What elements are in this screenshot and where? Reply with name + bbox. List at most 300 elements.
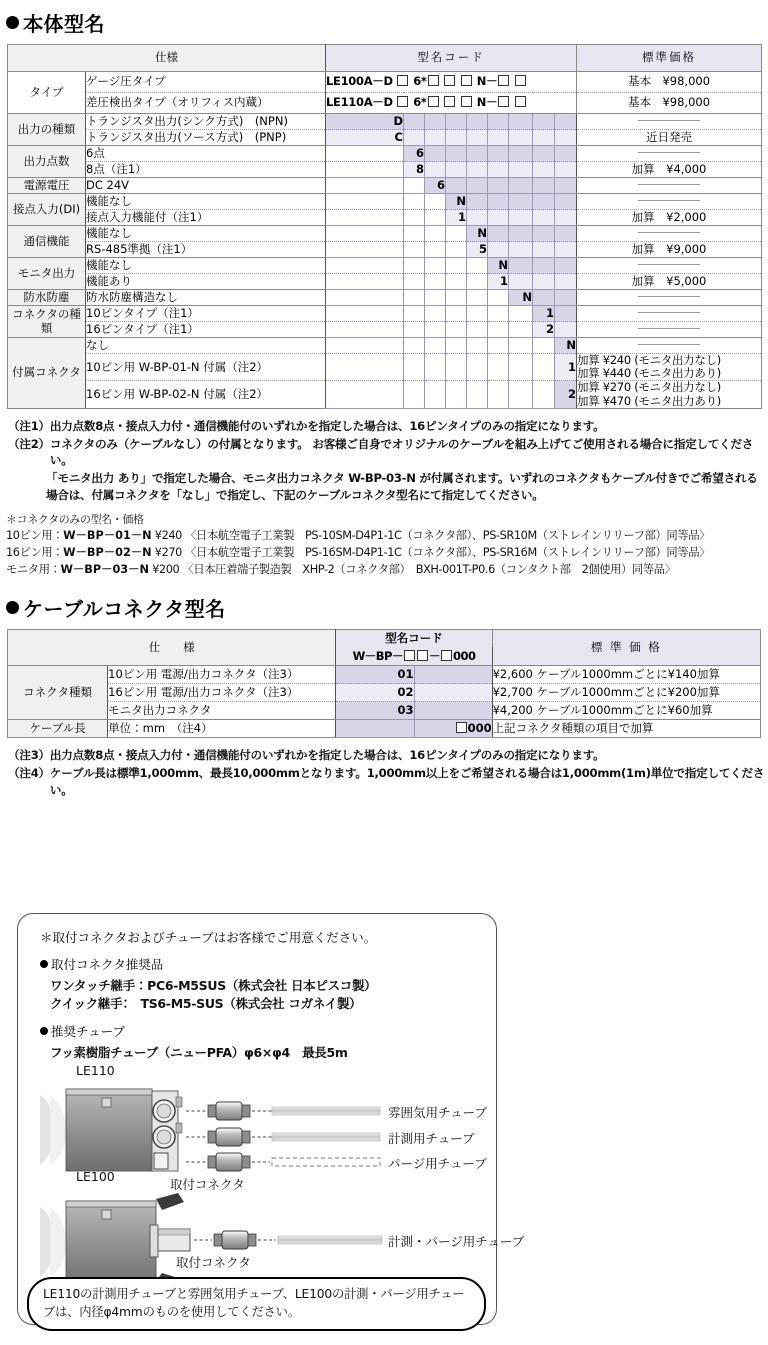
code2-value	[336, 720, 414, 738]
code-cell	[509, 258, 533, 274]
code-box	[456, 722, 467, 733]
code-cell	[326, 242, 404, 258]
code-cell	[555, 306, 577, 322]
table-row	[8, 162, 762, 178]
code-cell	[488, 146, 509, 162]
spec2-text: 10ピン用 電源/出力コネクタ（注3）	[108, 666, 336, 684]
price-line: 加算 ¥470 (モニタ出力あり)	[577, 393, 721, 408]
code-cell	[488, 290, 509, 306]
price-line: 加算 ¥240 (モニタ出力なし)	[577, 353, 721, 367]
code-box	[444, 75, 455, 86]
price-value	[577, 226, 762, 242]
code-box	[498, 75, 509, 86]
row-label-3: 接点入力(DI)	[8, 194, 86, 226]
price2-value: ¥2,600 ケーブル1000mmごとに¥140加算	[492, 666, 760, 684]
price-value	[577, 146, 762, 162]
code-value: N	[488, 258, 509, 274]
bullet-icon	[40, 960, 48, 968]
connector-caption-le100: 取付コネクタ	[176, 1255, 251, 1270]
code2-cable-length	[414, 702, 492, 720]
code-value: 8	[404, 162, 425, 178]
code-cell	[425, 322, 446, 338]
code-cell	[555, 162, 577, 178]
code2-cable-length	[414, 684, 492, 702]
code-cell	[533, 210, 555, 226]
note-2: （注2） コネクタのみ（ケーブルなし）の付属となります。 お客様ご自身でオリジナルのケーブルを組み上げてご使用される場合に指定してください。	[8, 436, 754, 468]
tube-diagram	[40, 1063, 525, 1299]
code-cell	[555, 130, 577, 146]
code-cell	[404, 114, 425, 130]
table-row	[8, 194, 762, 210]
price-empty-dash	[638, 312, 700, 313]
code-cell	[488, 210, 509, 226]
code-cell	[446, 354, 467, 381]
code-cell	[326, 322, 404, 338]
spec-text: 機能なし	[86, 194, 326, 210]
connector-list-item: 10ピン用：W－BP－01－N ¥240 〈日本航空電子工業製 PS-10SM-D4P1-1C（コネクタ部）、PS-SR10M（ストレインリリーフ部）同等品〉	[6, 529, 711, 543]
code-cell	[404, 338, 425, 354]
code-cell	[488, 130, 509, 146]
code2-value: 02	[336, 684, 414, 702]
code-cell	[446, 338, 467, 354]
price-value	[577, 354, 762, 381]
table-row	[8, 242, 762, 258]
code-value: 1	[533, 306, 555, 322]
price-value	[577, 114, 762, 130]
code-cell	[467, 194, 488, 210]
price-empty-dash	[638, 264, 700, 265]
connector-list-title: ＊コネクタのみの型名・価格	[6, 512, 144, 526]
rec-connector-title: 取付コネクタ推奨品	[40, 955, 496, 973]
code-cell	[467, 322, 488, 338]
code-value: N	[467, 226, 488, 242]
code-cell	[425, 210, 446, 226]
price-value: 近日発売	[577, 130, 762, 146]
code-cell	[467, 306, 488, 322]
code2-value: 01	[336, 666, 414, 684]
code-cell	[425, 162, 446, 178]
code-cell	[326, 354, 404, 381]
code-cell	[425, 338, 446, 354]
spec-text: なし	[86, 338, 326, 354]
spec-text: 10ピンタイプ（注1）	[86, 306, 326, 322]
spec2-rows-body	[8, 666, 761, 738]
price2-value: ¥2,700 ケーブル1000mmごとに¥200加算	[492, 684, 760, 702]
code-cell	[326, 381, 404, 408]
code-cell	[533, 130, 555, 146]
device-label-le100: LE100	[76, 1169, 115, 1184]
table-row	[8, 354, 762, 381]
code-cell	[425, 242, 446, 258]
code-cell	[446, 290, 467, 306]
price-value	[577, 306, 762, 322]
price-value: 加算 ¥2,000	[577, 210, 762, 226]
code-cell	[326, 178, 404, 194]
connector-only-list	[6, 512, 768, 579]
tube-label-purge: パージ用チューブ	[388, 1156, 487, 1171]
code-cell	[555, 194, 577, 210]
spec-text: 機能なし	[86, 226, 326, 242]
code-cell	[555, 322, 577, 338]
price-empty-dash	[638, 120, 700, 121]
code-cell	[509, 338, 533, 354]
code-cell	[446, 226, 467, 242]
code-cell	[488, 162, 509, 178]
code-cell	[533, 354, 555, 381]
table-row	[8, 290, 762, 306]
table-row	[8, 130, 762, 146]
row-label-2: 電源電圧	[8, 178, 86, 194]
code-cell	[404, 274, 425, 290]
cable-connector-table	[7, 629, 761, 738]
code-cell	[509, 114, 533, 130]
section2-notes	[8, 747, 768, 798]
code-cell	[326, 162, 404, 178]
table2-row	[8, 684, 761, 702]
bullet-icon	[6, 601, 19, 614]
code-cell	[404, 194, 425, 210]
code-cell	[488, 306, 509, 322]
tube-label-atmosphere: 雰囲気用チューブ	[388, 1105, 488, 1120]
rec-connector-line-1: ワンタッチ継手：PC6-M5SUS（株式会社 日本ピスコ製）	[50, 978, 377, 993]
code-cell	[509, 210, 533, 226]
section1-title: 本体型名	[23, 12, 105, 36]
code-box	[461, 96, 472, 107]
code-cell	[533, 258, 555, 274]
table2-header-row-top	[8, 630, 761, 648]
spec-text: 機能なし	[86, 258, 326, 274]
spec2-text: 16ピン用 電源/出力コネクタ（注3）	[108, 684, 336, 702]
section1-notes	[8, 418, 768, 504]
spec-text: 6点	[86, 146, 326, 162]
code-cell	[488, 178, 509, 194]
infobox-note: ＊取付コネクタおよびチューブはお客様でご用意ください。	[40, 930, 377, 945]
code-value: N	[509, 290, 533, 306]
price-value	[577, 178, 762, 194]
code-cell	[446, 114, 467, 130]
code-cell	[533, 242, 555, 258]
code-value: 1	[446, 210, 467, 226]
table-row	[8, 306, 762, 322]
note-3: （注3） 出力点数8点・接点入力付・通信機能付のいずれかを指定した場合は、16ピンタイプのみの指定になります。	[8, 748, 605, 763]
code2-value: 03	[336, 702, 414, 720]
device-le100-graphic	[40, 1193, 190, 1289]
spec-text: トランジスタ出力(ソース方式) (PNP)	[86, 130, 326, 146]
code-box	[515, 75, 526, 86]
code-cell	[488, 114, 509, 130]
price-le110: 基本 ¥98,000	[577, 93, 762, 114]
code-cell	[509, 242, 533, 258]
code-cell	[425, 258, 446, 274]
section-heading-cable-connector	[6, 593, 768, 622]
code-cell	[555, 114, 577, 130]
le110-tube-line-2	[186, 1128, 380, 1146]
spec-gauge-type: ゲージ圧タイプ	[86, 72, 326, 93]
table2-row	[8, 702, 761, 720]
code-cell	[446, 381, 467, 408]
table-row	[8, 274, 762, 290]
price-le100: 基本 ¥98,000	[577, 72, 762, 93]
code-cell	[488, 338, 509, 354]
spec-text: 防水防塵構造なし	[86, 290, 326, 306]
spec-diff-type: 差圧検出タイプ（オリフィス内蔵）	[86, 93, 326, 114]
code-cell	[467, 274, 488, 290]
code-cell	[326, 226, 404, 242]
tube-label-measure: 計測用チューブ	[388, 1131, 475, 1146]
code-cell	[509, 162, 533, 178]
code-cell	[467, 338, 488, 354]
code-value: 6	[404, 146, 425, 162]
code-cell	[446, 258, 467, 274]
header-price: 標準価格	[577, 45, 762, 72]
code-cell	[404, 242, 425, 258]
connector-list-item: 16ピン用：W－BP－02－N ¥270 〈日本航空電子工業製 PS-16SM-D4P1-1C（コネクタ部）、PS-SR16M（ストレインリリーフ部）同等品〉	[6, 546, 711, 560]
code-cell	[533, 178, 555, 194]
code-box	[428, 96, 439, 107]
table-header-row	[8, 45, 762, 72]
rec-tube-title: 推奨チューブ	[40, 1022, 496, 1040]
code-box	[404, 650, 415, 661]
bullet-icon	[40, 1027, 48, 1035]
code-cell	[404, 306, 425, 322]
code-cell	[446, 130, 467, 146]
header2-spec: 仕 様	[8, 630, 336, 666]
code-value: D	[326, 114, 404, 130]
code-cell	[533, 338, 555, 354]
code-cell	[467, 130, 488, 146]
code-cell	[533, 194, 555, 210]
code-cell	[509, 178, 533, 194]
le100-tube-line-1	[194, 1231, 382, 1249]
code-cell	[488, 354, 509, 381]
code-cell	[488, 226, 509, 242]
spec-text: 10ピン用 W-BP-01-N 付属（注2）	[86, 354, 326, 381]
code-cell	[425, 306, 446, 322]
code-cell	[404, 130, 425, 146]
row-label-type: タイプ	[8, 72, 86, 114]
spec-rows-body	[8, 114, 762, 409]
row-label-4: 通信機能	[8, 226, 86, 258]
code-cell	[509, 381, 533, 408]
header2-code-pattern: W－BP－ － 000	[336, 647, 492, 666]
code-value: 2	[533, 322, 555, 338]
code-cell	[533, 162, 555, 178]
body-model-table	[7, 44, 762, 409]
row-label-1: 出力点数	[8, 146, 86, 178]
code-cell	[488, 242, 509, 258]
table-row	[8, 322, 762, 338]
code-cell	[404, 210, 425, 226]
code-cell	[326, 274, 404, 290]
code-cell	[404, 322, 425, 338]
row2-label-0: コネクタ種類	[8, 666, 108, 720]
table-row	[8, 146, 762, 162]
rec-tube-line: フッ素樹脂チューブ（ニューPFA）φ6×φ4 最長5m	[50, 1045, 348, 1060]
price-empty-dash	[638, 232, 700, 233]
note-1: （注1） 出力点数8点・接点入力付・通信機能付のいずれかを指定した場合は、16ピンタイプのみの指定になります。	[8, 418, 605, 433]
note-4: （注4） ケーブル長は標準1,000mm、最長10,000mmとなります。1,000mm以上をご希望される場合は1,000mm(1m)単位で指定してください。	[8, 765, 765, 797]
table-row	[8, 338, 762, 354]
code-box	[441, 650, 452, 661]
code-value: C	[326, 130, 404, 146]
row-label-8: 付属コネクタ	[8, 338, 86, 409]
code-cell	[533, 381, 555, 408]
code-cell	[555, 178, 577, 194]
table-row	[8, 210, 762, 226]
code-cell	[555, 290, 577, 306]
code-cell	[555, 258, 577, 274]
code-cell	[326, 146, 404, 162]
code-cell	[509, 354, 533, 381]
note-2-extra: 「モニタ出力 あり」で指定した場合、モニタ出力コネクタ W-BP-03-N が付属されます。いずれのコネクタもケーブル付きでご希望される場合は、付属コネクタを「なし」で指定し、下記のケーブルコネクタ型名にて指定してください。	[46, 471, 758, 503]
callout-box	[27, 1277, 486, 1331]
code-cell	[555, 242, 577, 258]
header2-price: 標 準 価 格	[492, 630, 760, 666]
rec-connector-line-2: クイック継手： TS6-M5-SUS（株式会社 コガネイ製）	[50, 996, 362, 1011]
price-value	[577, 194, 762, 210]
price-empty-dash	[638, 344, 700, 345]
code-value: N	[555, 338, 577, 354]
code-cell	[467, 178, 488, 194]
row-label-5: モニタ出力	[8, 258, 86, 290]
code-cell	[446, 306, 467, 322]
code-cell	[533, 290, 555, 306]
bullet-icon	[6, 16, 19, 29]
code-cell	[509, 322, 533, 338]
code-cell	[446, 162, 467, 178]
spec2-text: モニタ出力コネクタ	[108, 702, 336, 720]
code-cell	[326, 338, 404, 354]
code-value: 2	[555, 381, 577, 408]
code-cell	[488, 194, 509, 210]
spec-text: トランジスタ出力(シンク方式) (NPN)	[86, 114, 326, 130]
price-empty-dash	[638, 184, 700, 185]
tube-label-measure-purge: 計測・パージ用チューブ	[388, 1234, 525, 1249]
code-value: 5	[467, 242, 488, 258]
header-code: 型名コード	[326, 45, 577, 72]
code-cell	[425, 114, 446, 130]
code-cell	[488, 322, 509, 338]
row-label-0: 出力の種類	[8, 114, 86, 146]
table2-row	[8, 666, 761, 684]
le110-tube-line-3	[186, 1153, 380, 1171]
code-cell	[467, 162, 488, 178]
code-cell	[467, 354, 488, 381]
code-cell	[467, 290, 488, 306]
code-value: 1	[555, 354, 577, 381]
code-cell	[425, 354, 446, 381]
code-cell	[509, 146, 533, 162]
code-cell	[555, 226, 577, 242]
connector-caption-le110: 取付コネクタ	[170, 1177, 245, 1192]
code-cell	[467, 381, 488, 408]
table-row	[8, 381, 762, 408]
code-cell	[404, 226, 425, 242]
code-box	[397, 75, 408, 86]
spec-text: 接点入力機能付（注1）	[86, 210, 326, 226]
spec-text: 8点（注1）	[86, 162, 326, 178]
code-cell	[404, 258, 425, 274]
code-cell	[509, 194, 533, 210]
info-box	[17, 913, 525, 1325]
connector-list-item: モニタ用：W－BP－03－N ¥200 〈日本圧着端子製造製 XHP-2（コネクタ部） BXH-001T-P0.6（コンタクト部 2個使用）同等品〉	[6, 563, 676, 577]
code-box	[428, 75, 439, 86]
price-value	[577, 338, 762, 354]
code-cell	[326, 306, 404, 322]
price-line: 加算 ¥270 (モニタ出力なし)	[577, 380, 721, 395]
code-cell	[425, 146, 446, 162]
price-empty-dash	[638, 152, 700, 153]
code-box	[417, 650, 428, 661]
table-row	[8, 178, 762, 194]
spec-text: 16ピンタイプ（注1）	[86, 322, 326, 338]
code-cell	[509, 130, 533, 146]
code-value: 1	[488, 274, 509, 290]
callout-text: LE110の計測用チューブと雰囲気用チューブ、LE100の計測・パージ用チューブは、内径φ4mmのものを使用してください。	[43, 1287, 465, 1319]
code-cell	[404, 381, 425, 408]
code2-cable-length	[414, 666, 492, 684]
code-cell	[467, 210, 488, 226]
spec-text: 機能あり	[86, 274, 326, 290]
code-cell	[555, 210, 577, 226]
price-empty-dash	[638, 200, 700, 201]
code-cell	[425, 226, 446, 242]
row2-label-1: ケーブル長	[8, 720, 108, 738]
code-cell	[467, 258, 488, 274]
price-value	[577, 322, 762, 338]
spec2-text: 単位：mm （注4）	[108, 720, 336, 738]
header-spec: 仕様	[8, 45, 326, 72]
code-cell	[555, 146, 577, 162]
code-cell	[425, 194, 446, 210]
spec-text: DC 24V	[86, 178, 326, 194]
code-cell	[555, 274, 577, 290]
row-label-6: 防水防塵	[8, 290, 86, 306]
code-cell	[425, 290, 446, 306]
code-cell	[467, 146, 488, 162]
code2-cable-length: 000	[414, 720, 492, 738]
code-cell	[446, 178, 467, 194]
section2-title: ケーブルコネクタ型名	[23, 597, 226, 622]
code-cell	[326, 210, 404, 226]
table-row-model-le100	[8, 72, 762, 93]
code-cell	[533, 114, 555, 130]
code-cell	[446, 146, 467, 162]
code-cell	[446, 242, 467, 258]
code-cell	[326, 290, 404, 306]
code-cell	[509, 226, 533, 242]
code-box	[444, 96, 455, 107]
code-cell	[425, 381, 446, 408]
code-cell	[425, 130, 446, 146]
code-cell	[533, 226, 555, 242]
code-cell	[509, 274, 533, 290]
code-cell	[404, 178, 425, 194]
spec-text: RS-485準拠（注1）	[86, 242, 326, 258]
spec-text: 16ピン用 W-BP-02-N 付属（注2）	[86, 381, 326, 408]
code-cell	[533, 146, 555, 162]
code-box	[515, 96, 526, 107]
device-label-le110: LE110	[76, 1063, 115, 1078]
le110-tube-line-1	[186, 1102, 380, 1120]
table-row-model-le110	[8, 93, 762, 114]
code-box	[461, 75, 472, 86]
price-value: 加算 ¥9,000	[577, 242, 762, 258]
code-box	[498, 96, 509, 107]
price-empty-dash	[638, 328, 700, 329]
price-empty-dash	[638, 296, 700, 297]
section-heading-body-model	[6, 8, 768, 37]
